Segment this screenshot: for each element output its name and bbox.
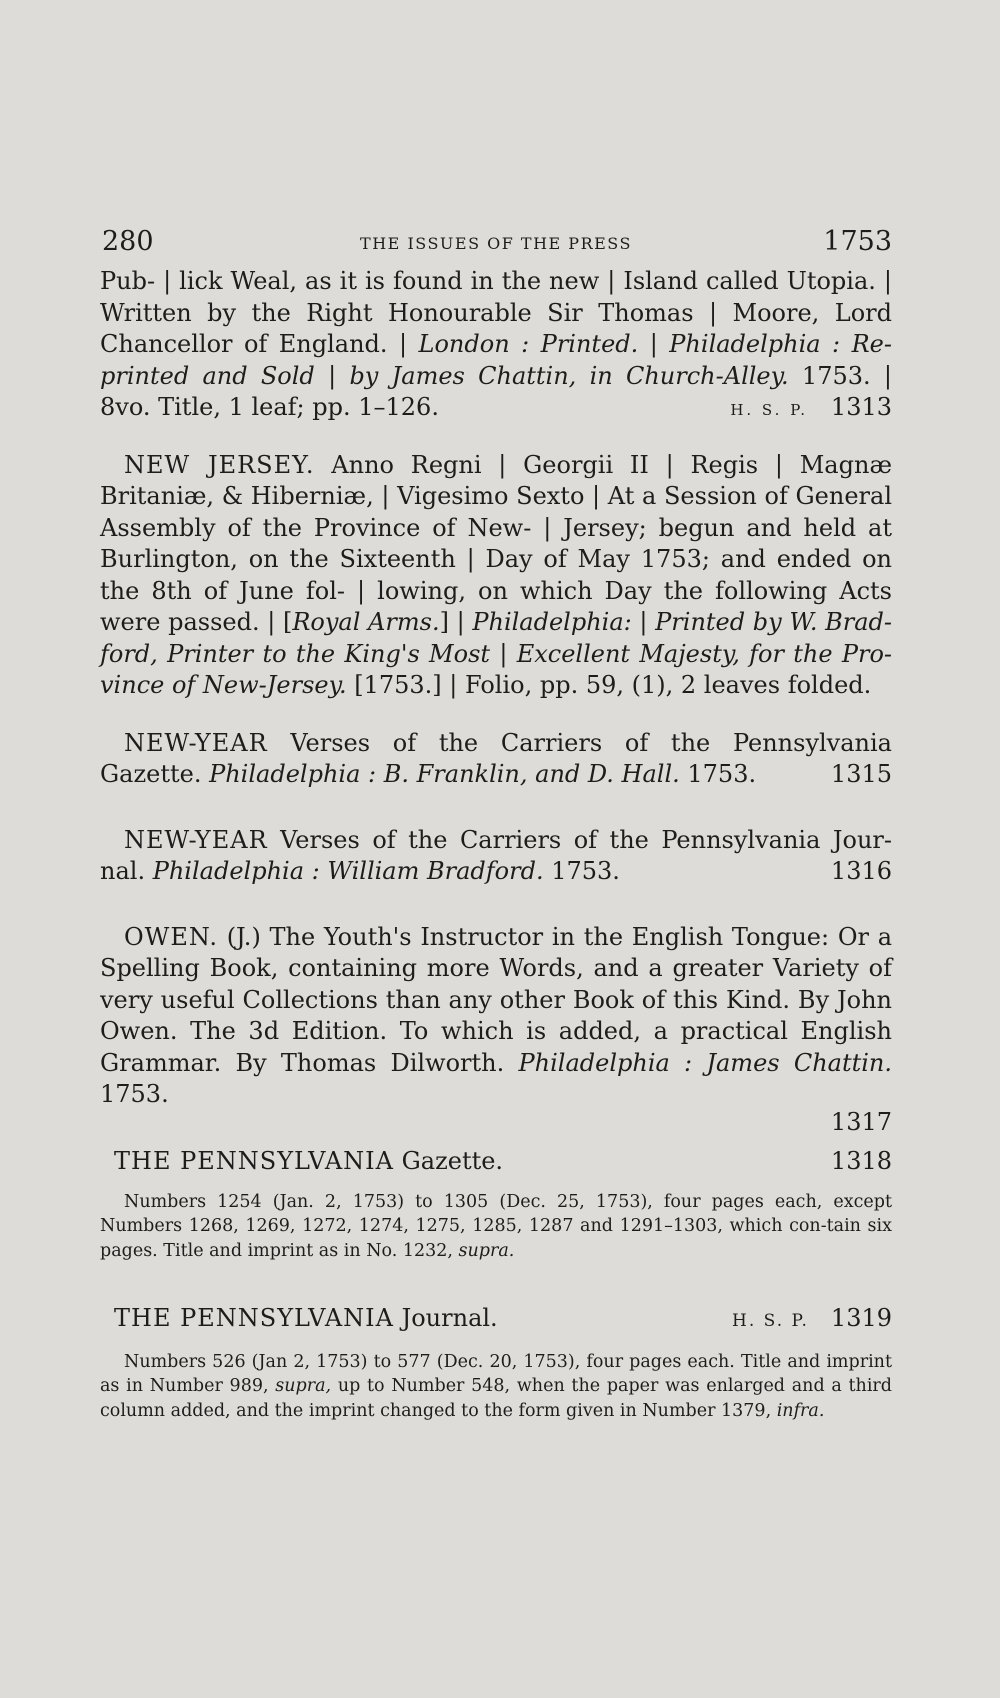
entry-text-segment: ] | [439, 608, 473, 636]
entry-text-segment: 1753. [679, 760, 757, 788]
entry-text-segment: 1753. [100, 1080, 169, 1108]
note-text-italic: supra, [275, 1376, 332, 1396]
entry-heading: THE PENNSYLVANIA [114, 1304, 394, 1332]
entry-text-segment: [1753.] | Folio, pp. 59, (1), 2 leaves folded. [346, 671, 872, 699]
entry-1313 [100, 266, 892, 424]
entry-text-italic: Philadelphia : James Chattin. [518, 1048, 893, 1077]
entry-text-italic: Printed by W. Brad-ford, Printer to the King's Most [100, 608, 893, 668]
entry-1317 [100, 922, 892, 1139]
library-location: H. S. P. [732, 1311, 809, 1331]
entry-text-italic: Excellent Majesty, for the Pro-vince of New-Jersey. [100, 639, 893, 699]
entry-text-segment: | [631, 608, 656, 636]
entry-number: 1316 [830, 857, 892, 885]
entry-note [100, 1190, 892, 1264]
entry-text-segment: 1753. | 8vo. Title, 1 leaf; pp. 1–126. [100, 361, 892, 421]
note-text-segment: up to Number 548, when the paper was enlarged and a third column added, and the imprint changed to the form given in Number 1379, [100, 1376, 892, 1421]
entry-1318 [100, 1146, 892, 1263]
entry-text-italic: Royal Arms. [292, 608, 440, 636]
entry-title [100, 1303, 498, 1335]
page-number: 280 [102, 226, 154, 257]
entry-text-segment: | [314, 361, 350, 390]
entry-text-italic: Philadelphia: [472, 608, 632, 636]
entry-number: 1319 [830, 1304, 892, 1332]
note-text-segment: Numbers 1254 (Jan. 2, 1753) to 1305 (Dec. 25, 1753), four pages each, except Numbers 1268, 1269, 1272, 1274, 1275, 1285, 1287 and 1291–1303, which con-tain six pages. Title and imprint as in No. 1232, [100, 1191, 892, 1261]
running-head [100, 222, 892, 258]
entry-text-italic: by James Chattin, in Church-Alley. [349, 361, 789, 390]
entry-text-segment: (J.) The Youth's Instructor in the English Tongue: Or a Spelling Book, containing more Words, and a greater Variety of very useful Collections than any other Book of this Kind. By John Owen. The 3d Edition. To which is added, a practical English Grammar. By Thomas Dilworth. [100, 922, 892, 1077]
entry-1315 [100, 728, 892, 791]
entry-1319 [100, 1303, 892, 1423]
note-text-italic: infra. [776, 1400, 825, 1421]
entry-heading: NEW-YEAR [124, 825, 268, 854]
entry-text-segment: | [490, 639, 517, 668]
entry-1316 [100, 825, 892, 888]
entry-heading: NEW JERSEY. [124, 450, 315, 479]
entry-new-jersey [100, 450, 892, 702]
entry-text-segment: 1753. [543, 857, 620, 885]
entry-reference [730, 392, 892, 427]
entry-number: 1315 [830, 760, 892, 788]
entry-title-line [100, 1303, 892, 1338]
entry-text-segment: Anno Regni | Georgii II | Regis | Magnæ Britaniæ, & Hiberniæ, | Vigesimo Sexto | At a Session of General Assembly of the Province of New- | Jersey; begun and held at Burlington, on the Sixteenth | Day of May 1753; and ended on the 8th of June fol- | lowing, on which Day the following Acts were passed. | [ [100, 450, 892, 636]
entry-title-rest: Gazette. [393, 1147, 504, 1175]
entry-heading: OWEN. [124, 922, 218, 951]
entry-text-italic: Philadelphia : B. Franklin, and D. Hall. [209, 760, 680, 788]
header-year: 1753 [823, 226, 892, 257]
entry-number: 1313 [830, 393, 892, 421]
entry-title-line [100, 1146, 892, 1178]
entry-reference [718, 1303, 892, 1338]
entry-note [100, 1350, 892, 1424]
entry-title-rest: Journal. [393, 1304, 498, 1332]
entry-heading: NEW-YEAR [124, 728, 268, 757]
entry-text-segment: | [638, 330, 670, 358]
entry-text-italic: London : Printed. [418, 330, 639, 358]
running-title: THE ISSUES OF THE PRESS [360, 234, 632, 253]
entry-number: 1317 [830, 1107, 892, 1136]
entry-text-italic: Philadelphia : William Bradford. [152, 857, 544, 885]
note-text-segment: Numbers 526 (Jan 2, 1753) to 577 (Dec. 20, 1753), four pages each. Title and imprint as in Number 989, [100, 1351, 892, 1396]
entry-text-segment: Verses of the Carriers of the Pennsylvania Jour-nal. [100, 825, 892, 885]
entry-title [100, 1146, 503, 1178]
note-text-italic: supra. [458, 1240, 515, 1261]
entry-text-segment: Pub- | lick Weal, as it is found in the new | Island called Utopia. | Written by the Right Honourable Sir Thomas | Moore, Lord Chancellor of England. | [100, 267, 892, 358]
entry-number: 1318 [830, 1147, 892, 1175]
entry-heading: THE PENNSYLVANIA [114, 1147, 394, 1175]
entry-text-segment: Verses of the Carriers of the Pennsylvania Gazette. [100, 728, 892, 788]
entry-text-italic: Philadelphia : Re-printed and Sold [100, 330, 892, 390]
library-location: H. S. P. [730, 401, 809, 419]
book-page [100, 222, 892, 1423]
